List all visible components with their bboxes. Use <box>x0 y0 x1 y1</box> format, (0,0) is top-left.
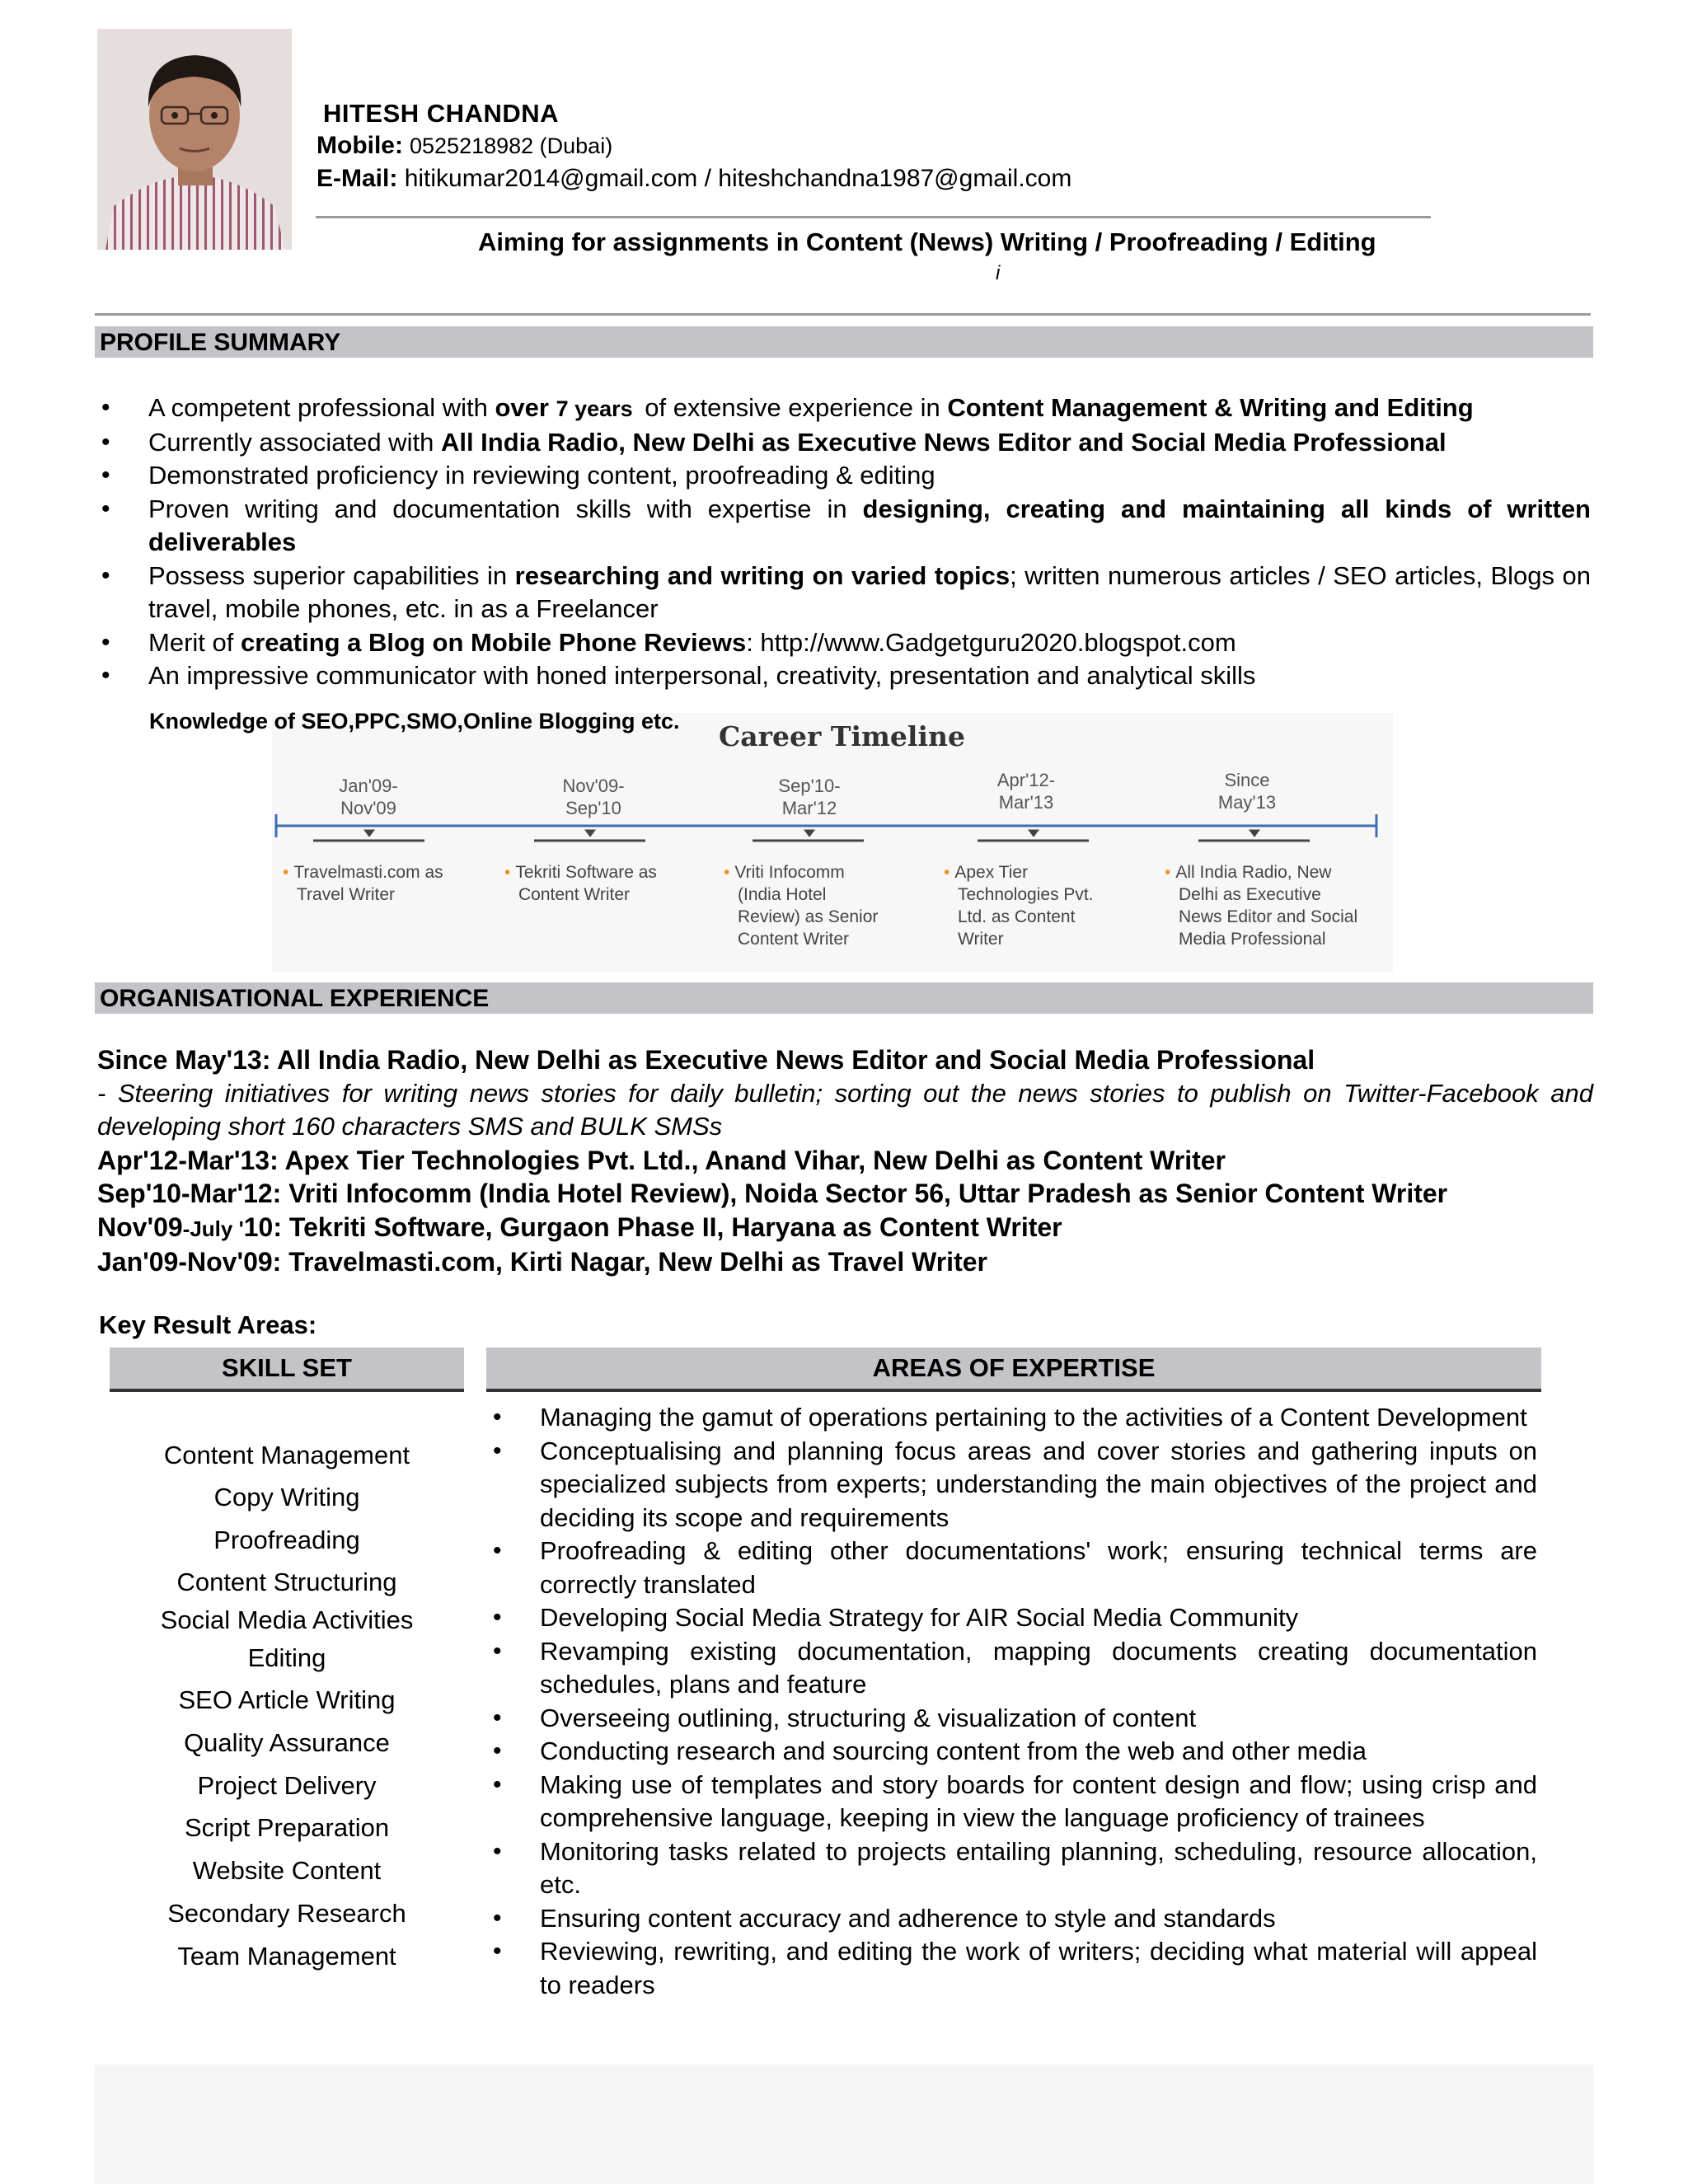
skill-item: Content Management <box>163 1441 410 1469</box>
timeline-date-2: Nov'09- Sep'10 <box>562 776 625 818</box>
expertise-item: • Conducting research and sourcing content from the web and other media <box>486 1735 1537 1769</box>
skill-item: Copy Writing <box>213 1483 360 1511</box>
skill-item: Social Media Activities <box>160 1605 414 1634</box>
experience-list <box>97 1043 1593 1279</box>
header-divider <box>316 216 1431 218</box>
summary-item: • Merit of creating a Blog on Mobile Phone Reviews: http://www.Gadgetguru2020.blogspot.com <box>95 626 1591 660</box>
timeline-markers <box>313 830 1310 841</box>
profile-summary-heading: PROFILE SUMMARY <box>95 326 1593 358</box>
expertise-item: • Managing the gamut of operations pertaining to the activities of a Content Development <box>486 1401 1537 1435</box>
skill-item: Script Preparation <box>184 1813 390 1842</box>
summary-item: • An impressive communicator with honed interpersonal, creativity, presentation and analytical skills <box>95 659 1591 693</box>
timeline-date-3: Sep'10- Mar'12 <box>778 776 841 818</box>
expertise-item: • Ensuring content accuracy and adherence to style and standards <box>486 1902 1537 1936</box>
summary-item: • Possess superior capabilities in researching and writing on varied topics; written numerous articles / SEO articles, Blogs on travel, mobile phones, etc. in as a Freelancer <box>95 560 1591 626</box>
expertise-item: • Developing Social Media Strategy for AIR Social Media Community <box>486 1601 1537 1635</box>
page-bottom-shade <box>95 2064 1593 2184</box>
experience-entry: Apr'12-Mar'13: Apex Tier Technologies Pvt. Ltd., Anand Vihar, New Delhi as Content Writer <box>97 1145 1226 1175</box>
candidate-name: HITESH CHANDNA <box>323 99 559 128</box>
summary-item: • Demonstrated proficiency in reviewing content, proofreading & editing <box>95 459 1591 493</box>
key-result-areas-title: Key Result Areas: <box>99 1310 317 1339</box>
objective-divider <box>95 313 1591 316</box>
profile-summary-list <box>95 391 1591 693</box>
summary-item: • Currently associated with All India Radio, New Delhi as Executive News Editor and Social Media Professional <box>95 426 1591 460</box>
skill-item: Project Delivery <box>197 1771 377 1800</box>
skill-item: Website Content <box>192 1856 382 1885</box>
mobile-value: 0525218982 (Dubai) <box>410 134 613 158</box>
summary-item: • Proven writing and documentation skills with expertise in designing, creating and maintaining all kinds of written deliverables <box>95 493 1591 560</box>
mobile-label: Mobile: <box>316 132 403 159</box>
expertise-item: • Overseeing outlining, structuring & visualization of content <box>486 1702 1537 1736</box>
skill-item: Team Management <box>177 1942 396 1971</box>
timeline-date-5: Since May'13 <box>1217 770 1277 813</box>
experience-entry: Since May'13: All India Radio, New Delhi as Executive News Editor and Social Media Professional <box>97 1045 1315 1075</box>
timeline-entry-1: • Travelmasti.com as Travel Writer <box>283 863 443 904</box>
email-line <box>316 165 1071 193</box>
timeline-entry-2: • Tekriti Software as Content Writer <box>504 863 657 904</box>
expertise-item: • Making use of templates and story boards for content design and flow; using crisp and comprehensive language, keeping in view the language proficiency of trainees <box>486 1769 1537 1835</box>
areas-of-expertise-list <box>486 1401 1537 2002</box>
timeline-entry-5: • All India Radio, New Delhi as Executive News Editor and Social Media Professional <box>1165 863 1358 949</box>
profile-photo <box>97 29 292 250</box>
experience-description: - Steering initiatives for writing news stories for daily bulletin; sorting out the news stories to publish on Twitter-Facebook and developing short 160 characters SMS and BULK SMSs <box>97 1078 1593 1141</box>
seo-knowledge-note: Knowledge of SEO,PPC,SMO,Online Blogging etc. <box>149 709 680 733</box>
expertise-item: • Proofreading & editing other documentations' work; ensuring technical terms are correctly translated <box>486 1535 1537 1601</box>
expertise-item: • Reviewing, rewriting, and editing the work of writers; deciding what material will appeal to readers <box>486 1935 1537 2002</box>
timeline-entry-3: • Vriti Infocomm (India Hotel Review) as Senior Content Writer <box>724 863 879 949</box>
email-value: hitikumar2014@gmail.com / hiteshchandna1987@gmail.com <box>404 165 1072 192</box>
experience-entry: Nov'09-July '10: Tekriti Software, Gurgaon Phase II, Haryana as Content Writer <box>97 1212 1062 1242</box>
skill-item: Secondary Research <box>167 1899 406 1928</box>
expertise-item: • Revamping existing documentation, mapping documents creating documentation schedules, plans and feature <box>486 1635 1537 1702</box>
experience-heading: ORGANISATIONAL EXPERIENCE <box>95 982 1593 1014</box>
years-value: 7 years <box>556 396 633 421</box>
expertise-item: • Conceptualising and planning focus areas and cover stories and gathering inputs on specialized subjects from experts; understanding the main objectives of the project and deciding its scope and requirements <box>486 1435 1537 1535</box>
mobile-line <box>316 132 612 160</box>
career-objective: Aiming for assignments in Content (News) Writing / Proofreading / Editing <box>478 227 1376 256</box>
skill-item: SEO Article Writing <box>178 1685 396 1714</box>
areas-of-expertise-heading: AREAS OF EXPERTISE <box>486 1347 1541 1392</box>
blog-link: : http://www.Gadgetguru2020.blogspot.com <box>746 627 1236 657</box>
skill-item: Proofreading <box>213 1526 360 1554</box>
skill-item: Editing <box>247 1643 326 1672</box>
skill-set-heading: SKILL SET <box>110 1347 464 1392</box>
timeline-date-1: Jan'09- Nov'09 <box>339 776 398 818</box>
stray-mark: i <box>996 262 1001 284</box>
experience-entry: Sep'10-Mar'12: Vriti Infocomm (India Hotel Review), Noida Sector 56, Uttar Pradesh as Senior Content Writer <box>97 1179 1448 1208</box>
skill-item: Content Structuring <box>176 1568 397 1596</box>
skill-item: Quality Assurance <box>184 1728 390 1757</box>
timeline-entry-4: • Apex Tier Technologies Pvt. Ltd. as Content Writer <box>944 863 1094 949</box>
summary-item: • A competent professional with over 7 years of extensive experience in Content Management & Writing and Editing <box>95 391 1591 426</box>
experience-entry: Jan'09-Nov'09: Travelmasti.com, Kirti Nagar, New Delhi as Travel Writer <box>97 1247 987 1277</box>
expertise-item: • Monitoring tasks related to projects entailing planning, scheduling, resource allocation, etc. <box>486 1835 1537 1902</box>
timeline-title: Career Timeline <box>719 720 965 752</box>
email-label: E-Mail: <box>316 165 398 192</box>
timeline-date-4: Apr'12- Mar'13 <box>996 770 1056 813</box>
